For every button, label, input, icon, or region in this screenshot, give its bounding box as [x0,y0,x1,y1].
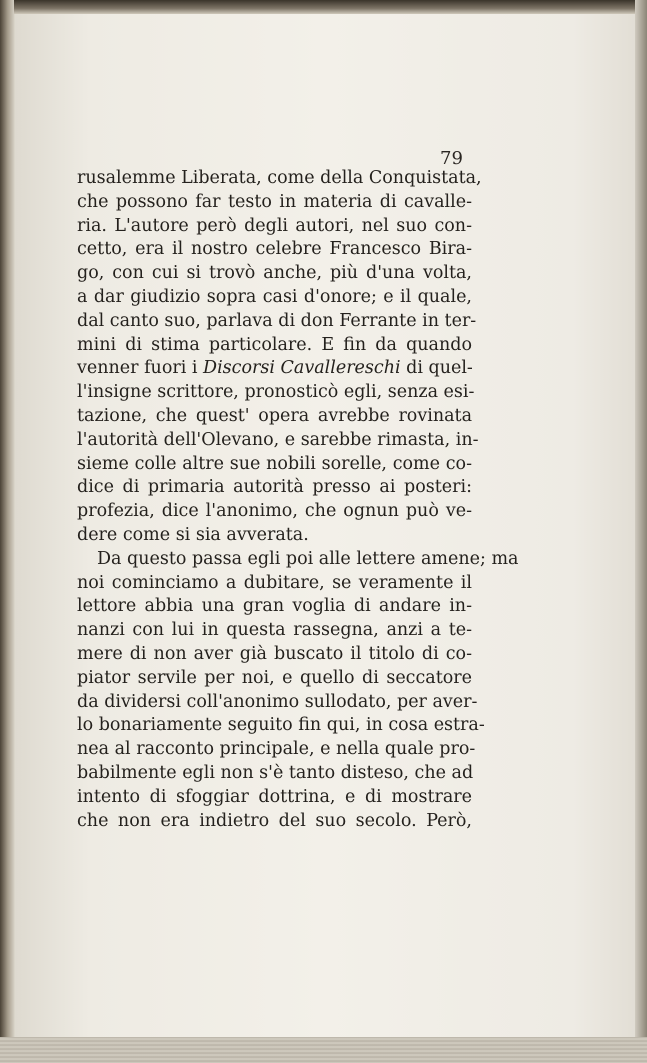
text-line: ria. L'autore però degli autori, nel suo con- [77,215,472,236]
text-line: che non era indietro del suo secolo. Però, [77,810,472,831]
book-title-italic: Discorsi Cavallereschi [203,358,401,379]
text-line: lettore abbia una gran voglia di andare in- [77,596,472,617]
text-line: rusalemme Liberata, come della Conquistata, [77,168,482,188]
text-line: l'autorità dell'Olevano, e sarebbe rimasta, in- [77,429,479,450]
text-line: sieme colle altre sue nobili sorelle, come co- [77,453,472,474]
text-line: l'insigne scrittore, pronosticò egli, senza esi- [77,382,475,403]
text-line: mere di non aver già buscato il titolo di co- [77,643,472,664]
text-line: dal canto suo, parlava di don Ferrante in ter- [77,310,477,331]
text-line: babilmente egli non s'è tanto disteso, che ad [77,762,474,783]
text-line: mini di stima particolare. E fin da quando [77,334,472,355]
book-binding-edge [0,0,14,1063]
page-right-edge [635,0,647,1063]
text-line: profezia, dice l'anonimo, che ognun può ve- [77,501,472,522]
text-line: piator servile per noi, e quello di seccatore [77,667,472,688]
page-number: 79 [440,148,463,169]
stacked-pages-edge [0,1037,647,1063]
text-line: cetto, era il nostro celebre Francesco Bira- [77,239,472,260]
body-text [77,167,519,833]
text-line: che possono far testo in materia di cavalle- [77,191,472,212]
text-fragment: di quel- [400,358,473,379]
paragraph-end-line: dere come si sia avverata. [77,524,309,545]
text-line: lo bonariamente seguito fin qui, in cosa estra- [77,715,485,736]
paragraph-start-line: Da questo passa egli poi alle lettere amene; ma [97,548,519,569]
text-line: tazione, che quest' opera avrebbe rovinata [77,405,472,426]
text-line: da dividersi coll'anonimo sullodato, per aver- [77,691,478,712]
text-fragment: venner fuori i [77,358,204,379]
book-top-edge [0,0,647,14]
text-line: noi cominciamo a dubitare, se veramente il [77,572,472,593]
text-line: nanzi con lui in questa rassegna, anzi a te- [77,620,472,641]
text-line: go, con cui si trovò anche, più d'una volta, [77,263,472,284]
text-line: intento di sfoggiar dottrina, e di mostrare [77,786,472,807]
text-line: dice di primaria autorità presso ai posteri: [77,477,472,498]
text-line: nea al racconto principale, e nella quale pro- [77,739,476,760]
text-line: a dar giudizio sopra casi d'onore; e il quale, [77,286,472,307]
text-line-with-title [77,357,472,381]
